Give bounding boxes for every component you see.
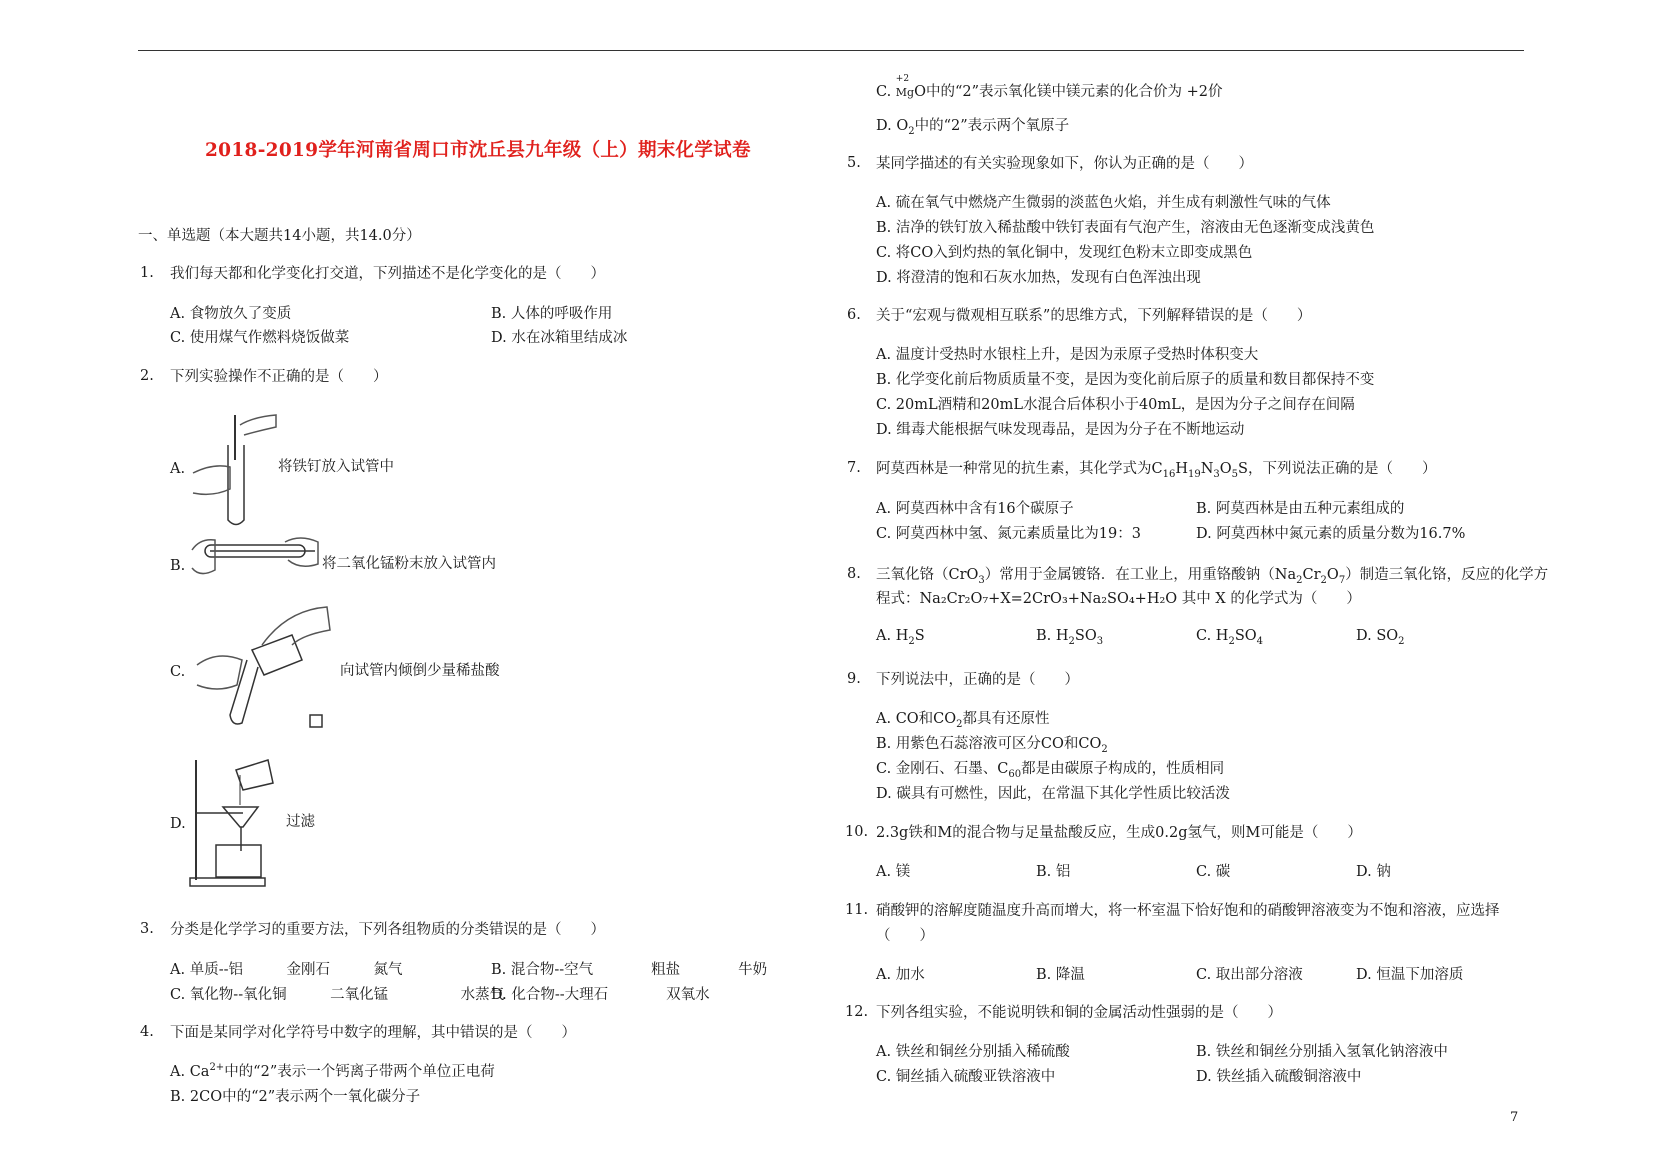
q11-stem-line2: （ ） (876, 928, 934, 944)
q5-option-c: C. 将CO入到灼热的氧化铜中，发现红色粉末立即变成黑色 (876, 245, 1253, 261)
q12-stem: 下列各组实验，不能说明铁和铜的金属活动性强弱的是（ ） (876, 1005, 1282, 1021)
q5-option-b: B. 洁净的铁钉放入稀盐酸中铁钉表面有气泡产生，溶液由无色逐渐变成浅黄色 (876, 220, 1375, 236)
q6-stem: 关于“宏观与微观相互联系”的思维方式，下列解释错误的是（ ） (876, 308, 1312, 324)
q4-stem: 下面是某同学对化学符号中数字的理解，其中错误的是（ ） (170, 1025, 576, 1041)
q12-option-a: A. 铁丝和铜丝分别插入稀硫酸 (876, 1044, 1070, 1060)
q9-number: 9. (847, 671, 861, 687)
q4-option-c: C. +2 MgO中的“2”表示氧化镁中镁元素的化合价为 +2价 (876, 74, 1223, 100)
q7-option-b: B. 阿莫西林是由五种元素组成的 (1196, 501, 1405, 517)
q6-option-a: A. 温度计受热时水银柱上升，是因为汞原子受热时体积变大 (876, 347, 1259, 363)
q11-stem: 硝酸钾的溶解度随温度升高而增大，将一杯室温下恰好饱和的硝酸钾溶液变为不饱和溶液，应选择 (876, 903, 1500, 919)
q1-option-a: A. 食物放久了变质 (170, 306, 292, 322)
q2-option-b-text: 将二氧化锰粉末放入试管内 (322, 556, 496, 572)
q11-option-b: B. 降温 (1036, 967, 1085, 983)
q12-number: 12. (845, 1004, 869, 1020)
q12-option-b: B. 铁丝和铜丝分别插入氢氧化钠溶液中 (1196, 1044, 1448, 1060)
q5-option-a: A. 硫在氧气中燃烧产生微弱的淡蓝色火焰，并生成有刺激性气味的气体 (876, 195, 1331, 211)
q3-number: 3. (140, 921, 154, 937)
q8-number: 8. (847, 566, 861, 582)
q1-stem: 我们每天都和化学变化打交道，下列描述不是化学变化的是（ ） (170, 266, 605, 282)
q3-option-d: D. 化合物--大理石 双氧水 (491, 987, 710, 1003)
q2-option-d-letter: D. (170, 816, 186, 832)
q12-option-c: C. 铜丝插入硫酸亚铁溶液中 (876, 1069, 1056, 1085)
q7-stem: 阿莫西林是一种常见的抗生素，其化学式为$C_{16}H_{19}N_3O_5S$，下列说法正确的是（ ） (876, 461, 1437, 480)
q11-option-a: A. 加水 (876, 967, 925, 983)
q1-option-b: B. 人体的呼吸作用 (491, 306, 613, 322)
q2-option-c-text: 向试管内倾倒少量稀盐酸 (340, 663, 500, 679)
q2-figure-b (190, 530, 320, 594)
q8-stem-line1: 三氧化铬（CrO$_3$）常用于金属镀铬．在工业上，用重铬酸钠$(Na_2Cr_2O_7)$制造三氧化铬，反应的化学方 (876, 567, 1549, 586)
q9-option-a: A. CO和$CO_2$都具有还原性 (876, 711, 1050, 730)
q12-option-d: D. 铁丝插入硫酸铜溶液中 (1196, 1069, 1362, 1085)
q7-number: 7. (847, 460, 861, 476)
page-number: 7 (1510, 1110, 1519, 1125)
q10-option-b: B. 铝 (1036, 864, 1071, 880)
q8-option-d: D. $SO_2$ (1356, 628, 1405, 647)
q3-stem: 分类是化学学习的重要方法，下列各组物质的分类错误的是（ ） (170, 922, 605, 938)
q2-stem: 下列实验操作不正确的是（ ） (170, 369, 388, 385)
q10-stem: 2.3g铁和M的混合物与足量盐酸反应，生成0.2g氢气，则M可能是（ ） (876, 825, 1362, 841)
q3-option-c: C. 氧化物--氧化铜 二氧化锰 水蒸气 (170, 987, 505, 1003)
q5-stem: 某同学描述的有关实验现象如下，你认为正确的是（ ） (876, 156, 1253, 172)
q4-option-b: B. 2CO中的“2”表示两个一氧化碳分子 (170, 1089, 421, 1105)
q2-figure-a (188, 405, 288, 534)
q4-option-a: A. $Ca^{2+}$中的“2”表示一个钙离子带两个单位正电荷 (170, 1062, 495, 1080)
q11-number: 11. (845, 902, 869, 918)
header-rule (138, 50, 1524, 51)
q10-number: 10. (845, 824, 869, 840)
q2-option-c-letter: C. (170, 664, 186, 680)
q10-option-c: C. 碳 (1196, 864, 1231, 880)
q2-figure-c (192, 605, 342, 744)
page-title: 2018-2019学年河南省周口市沈丘县九年级（上）期末化学试卷 (205, 140, 751, 161)
section-heading: 一、单选题（本大题共14小题，共14.0分） (138, 228, 421, 244)
q2-option-a-letter: A. (170, 461, 186, 477)
q2-option-b-letter: B. (170, 558, 186, 574)
q10-option-d: D. 钠 (1356, 864, 1391, 880)
q6-option-d: D. 缉毒犬能根据气味发现毒品，是因为分子在不断地运动 (876, 422, 1245, 438)
q5-number: 5. (847, 155, 861, 171)
q3-option-b: B. 混合物--空气 粗盐 牛奶 (491, 962, 768, 978)
q2-figure-d (188, 755, 288, 894)
q1-option-d: D. 水在冰箱里结成冰 (491, 330, 628, 346)
q8-stem-line2: 程式：Na₂Cr₂O₇+X=2CrO₃+Na₂SO₄+H₂O 其中 X 的化学式为（ ） (876, 591, 1361, 607)
q8-option-c: C. $H_2SO_4$ (1196, 628, 1264, 647)
q9-stem: 下列说法中，正确的是（ ） (876, 672, 1079, 688)
q2-number: 2. (140, 368, 154, 384)
q9-option-c: C. 金刚石、石墨、$C_{60}$都是由碳原子构成的，性质相同 (876, 761, 1225, 780)
q9-option-d: D. 碳具有可燃性，因此，在常温下其化学性质比较活泼 (876, 786, 1230, 802)
q2-option-a-text: 将铁钉放入试管中 (278, 459, 394, 475)
q2-option-d-text: 过滤 (286, 814, 315, 830)
q1-option-c: C. 使用煤气作燃料烧饭做菜 (170, 330, 350, 346)
q8-option-b: B. $H_2SO_3$ (1036, 628, 1104, 647)
q3-option-a: A. 单质--铝 金刚石 氮气 (170, 962, 403, 978)
q11-option-d: D. 恒温下加溶质 (1356, 967, 1464, 983)
q6-option-c: C. 20mL酒精和20mL水混合后体积小于40mL，是因为分子之间存在间隔 (876, 397, 1355, 413)
q4-option-d: D. $O_2$中的“2”表示两个氧原子 (876, 118, 1070, 137)
q6-number: 6. (847, 307, 861, 323)
q8-option-a: A. $H_2S$ (876, 628, 925, 647)
q11-option-c: C. 取出部分溶液 (1196, 967, 1303, 983)
q7-option-d: D. 阿莫西林中氮元素的质量分数为16.7% (1196, 526, 1466, 542)
q10-option-a: A. 镁 (876, 864, 911, 880)
q1-number: 1. (140, 265, 154, 281)
q6-option-b: B. 化学变化前后物质质量不变，是因为变化前后原子的质量和数目都保持不变 (876, 372, 1375, 388)
q5-option-d: D. 将澄清的饱和石灰水加热，发现有白色浑浊出现 (876, 270, 1201, 286)
q9-option-b: B. 用紫色石蕊溶液可区分CO和$CO_2$ (876, 736, 1108, 755)
q4-number: 4. (140, 1024, 154, 1040)
q7-option-c: C. 阿莫西林中氢、氮元素质量比为19：3 (876, 526, 1141, 542)
q7-option-a: A. 阿莫西林中含有16个碳原子 (876, 501, 1074, 517)
